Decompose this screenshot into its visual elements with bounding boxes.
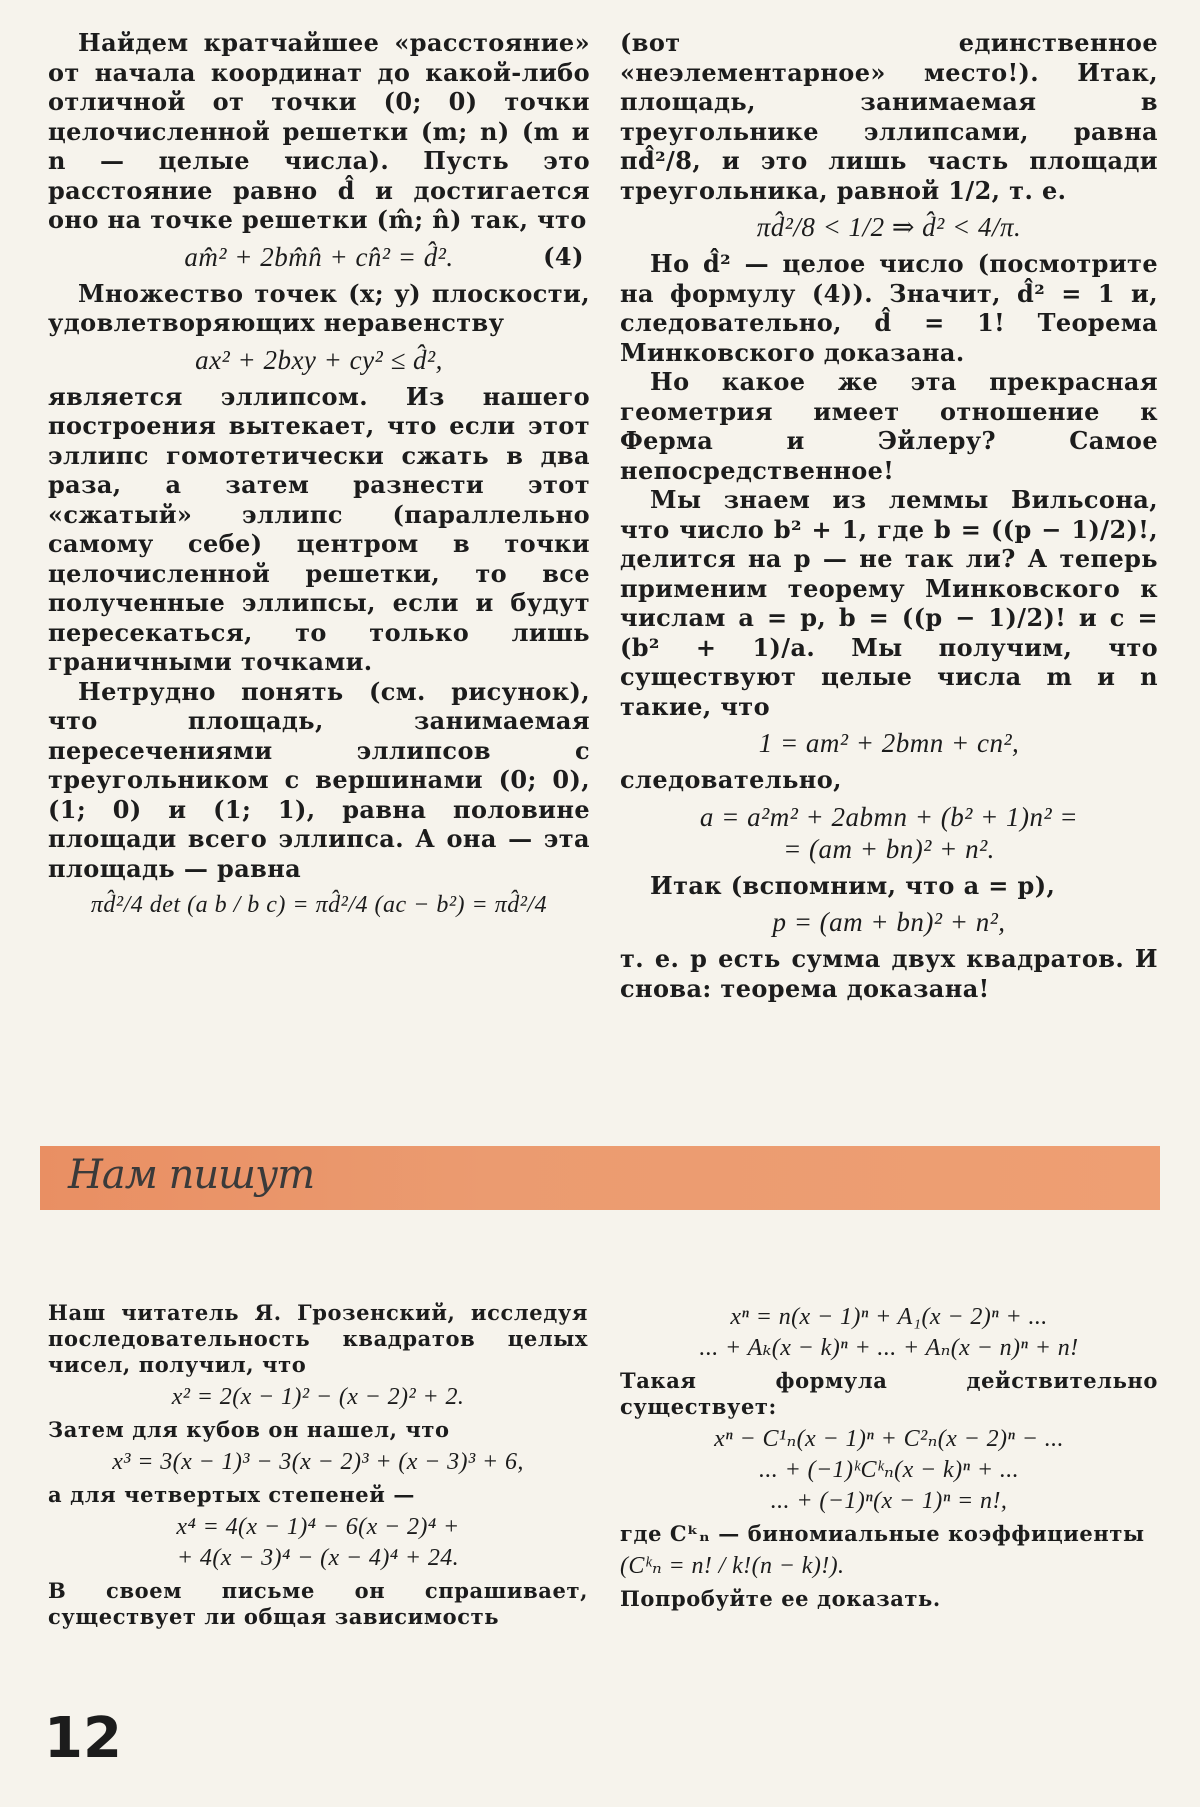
- letter-left-column: [48, 1300, 588, 1630]
- inequality-formula: ax² + 2bxy + cy² ≤ d̂²,: [195, 344, 443, 375]
- binomial-formula-line1: xⁿ − C¹ₙ(x − 1)ⁿ + C²ₙ(x − 2)ⁿ − ...: [714, 1426, 1064, 1452]
- binomial-formula-line3: ... + (−1)ⁿ(x − 1)ⁿ = n!,: [770, 1488, 1008, 1514]
- letter-paragraph-2: Затем для кубов он нашел, что: [48, 1417, 450, 1442]
- area-formula: πd̂²/4 det (a b / b c) = πd̂²/4 (ac − b²) = πd̂²/4: [90, 892, 548, 918]
- formula-4-tag: (4): [543, 241, 584, 271]
- general-formula-line1: xⁿ = n(x − 1)ⁿ + A₁(x − 2)ⁿ + ...: [730, 1304, 1048, 1330]
- letter-right-paragraph-2: где Cᵏₙ — биномиальные коэффициенты: [620, 1521, 1145, 1546]
- letter-paragraph-1: Наш читатель Я. Грозенский, исследуя последовательность квадратов целых чисел, получил, что: [48, 1300, 588, 1377]
- formula-4: [48, 241, 590, 273]
- left-paragraph-1: Найдем кратчайшее «расстояние» от начала координат до какой-либо отличной от точки (0; 0) точки целочисленной решетки (m; n) (m и n — целые числа). Пусть это расстояние равно d̂ и достигается оно на точке решетки (m̂; n̂) так, что: [48, 28, 590, 234]
- fourth-powers-line1: x⁴ = 4(x − 1)⁴ − 6(x − 2)⁴ +: [176, 1514, 460, 1540]
- area-inequality-formula: πd̂²/8 < 1/2 ⇒ d̂² < 4/π.: [756, 212, 1022, 242]
- section-banner: [40, 1146, 1160, 1210]
- expansion-formula-line1: a = a²m² + 2abmn + (b² + 1)n² =: [699, 801, 1079, 832]
- left-paragraph-4: Нетрудно понять (см. рисунок), что площадь, занимаемая пересечениями эллипсов с треугольником с вершинами (0; 0), (1; 0) и (1; 1), равна половине площади всего эллипса. А она — эта площадь — равна: [48, 676, 590, 883]
- banner-title: Нам пишут: [68, 1152, 315, 1198]
- right-paragraph-1: (вот единственное «неэлементарное» место!). Итак, площадь, занимаемая в треугольнике эллипсами, равна πd̂²/8, и это лишь часть площади треугольника, равной 1/2, т. е.: [620, 28, 1158, 205]
- letter-paragraph-3: а для четвертых степеней —: [48, 1482, 415, 1507]
- general-formula-line2: ... + Aₖ(x − k)ⁿ + ... + Aₙ(x − n)ⁿ + n!: [699, 1335, 1079, 1361]
- letter-paragraph-4: В своем письме он спрашивает, существует ли общая зависимость: [48, 1578, 588, 1629]
- right-paragraph-4: Мы знаем из леммы Вильсона, что число b² + 1, где b = ((p − 1)/2)!, делится на p — не так ли? А теперь применим теорему Минковского к числам a = p, b = ((p − 1)/2)! и c = (b² + 1)/a. Мы получим, что существуют целые числа m и n такие, что: [620, 485, 1158, 721]
- right-paragraph-5: следовательно,: [620, 765, 842, 794]
- right-paragraph-6: Итак (вспомним, что a = p),: [650, 870, 1056, 900]
- left-paragraph-3: является эллипсом. Из нашего построения вытекает, что если этот эллипс гомотетически сжать в два раза, а затем разнести этот «сжатый» эллипс (параллельно самому себе) центром в точки целочисленной решетки, то все полученные эллипсы, если и будут пересекаться, то только лишь граничными точками.: [48, 381, 590, 676]
- binomial-formula-line2: ... + (−1)ᵏCᵏₙ(x − k)ⁿ + ...: [758, 1457, 1020, 1483]
- letter-right-column: [620, 1298, 1158, 1612]
- page-number: 12: [44, 1706, 122, 1771]
- sum-of-squares-formula: p = (am + bn)² + n²,: [772, 907, 1006, 937]
- fourth-powers-line2: + 4(x − 3)⁴ − (x − 4)⁴ + 24.: [176, 1545, 460, 1571]
- letter-right-paragraph-1: Такая формула действительно существует:: [620, 1368, 1158, 1419]
- expansion-formula-line2: = (am + bn)² + n².: [783, 833, 995, 864]
- left-column: [48, 28, 590, 927]
- letter-right-paragraph-3: Попробуйте ее доказать.: [620, 1586, 941, 1611]
- binomial-coefficient-definition: (Cᵏₙ = n! / k!(n − k)!).: [620, 1553, 845, 1579]
- right-paragraph-3: Но какое же эта прекрасная геометрия имеет отношение к Ферма и Эйлеру? Самое непосредственное!: [620, 367, 1158, 485]
- representation-formula: 1 = am² + 2bmn + cn²,: [758, 728, 1020, 758]
- right-column: [620, 28, 1158, 1003]
- cubes-formula: x³ = 3(x − 1)³ − 3(x − 2)³ + (x − 3)³ + 6,: [112, 1449, 524, 1475]
- squares-formula: x² = 2(x − 1)² − (x − 2)² + 2.: [171, 1384, 465, 1410]
- left-paragraph-2: Множество точек (x; y) плоскости, удовлетворяющих неравенству: [48, 278, 590, 337]
- formula-4-body: am̂² + 2bm̂n̂ + cn̂² = d̂².: [184, 241, 454, 272]
- right-paragraph-2: Но d̂² — целое число (посмотрите на формулу (4)). Значит, d̂² = 1 и, следовательно, d̂ = 1! Теорема Минковского доказана.: [620, 249, 1158, 367]
- right-paragraph-7: т. е. p есть сумма двух квадратов. И снова: теорема доказана!: [620, 944, 1158, 1003]
